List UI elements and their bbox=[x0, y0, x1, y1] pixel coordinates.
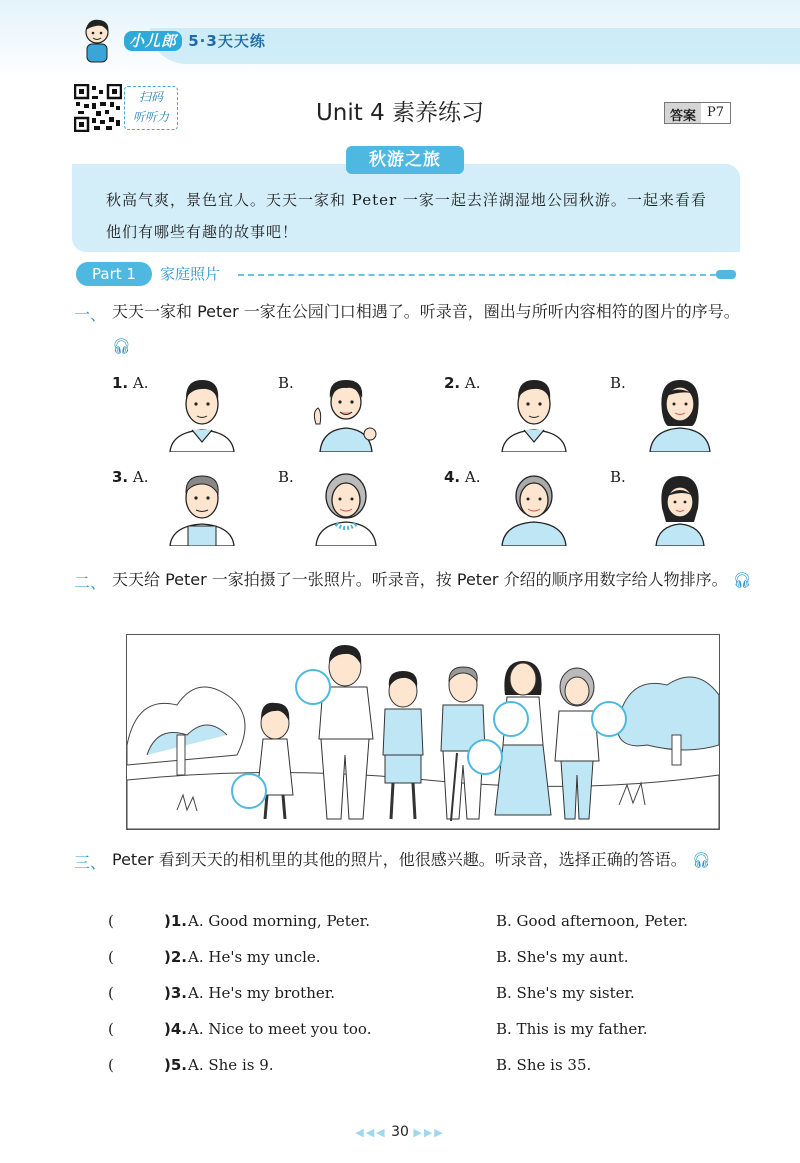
portrait-man-image[interactable] bbox=[162, 372, 242, 452]
family-photo-scene bbox=[126, 634, 720, 830]
headphones-icon[interactable]: 🎧︎ bbox=[732, 571, 752, 589]
brand-name: 小儿郎 bbox=[124, 31, 182, 51]
q1-item-3: 3. A. bbox=[112, 468, 149, 486]
arrow-right-icon: ▶▶▶ bbox=[413, 1126, 445, 1139]
q1-item-4: 4. A. bbox=[444, 468, 481, 486]
q1-item-3-b: B. bbox=[278, 468, 294, 486]
part-divider bbox=[238, 274, 726, 276]
brand-series: 5·3天天练 bbox=[188, 32, 266, 50]
q2-text: 天天给 Peter 一家拍摄了一张照片。听录音，按 Peter 介绍的顺序用数字给人物排序。 🎧︎ bbox=[112, 563, 752, 597]
mascot-icon bbox=[80, 18, 114, 64]
q2-number: 二、 bbox=[74, 573, 107, 592]
q1-text: 天天一家和 Peter 一家在公园门口相遇了。听录音，圈出与所听内容相符的图片的序号。 🎧︎ bbox=[112, 295, 752, 363]
portrait-grandmother-image[interactable] bbox=[306, 466, 386, 546]
list-item: ( )3. A. He's my brother. B. She's my sister. bbox=[108, 984, 635, 1002]
part-name: 家庭照片 bbox=[160, 265, 221, 283]
headphones-icon[interactable]: 🎧︎ bbox=[112, 337, 132, 355]
list-item: ( )2. A. He's my uncle. B. She's my aunt. bbox=[108, 948, 629, 966]
q1-item-2-b: B. bbox=[610, 374, 626, 392]
list-item: ( )1. A. Good morning, Peter. B. Good afternoon, Peter. bbox=[108, 912, 688, 930]
q1-item-1: 1. A. bbox=[112, 374, 149, 392]
q1-number: 一、 bbox=[74, 305, 107, 324]
portrait-woman-image[interactable] bbox=[640, 372, 720, 452]
q1-item-2: 2. A. bbox=[444, 374, 481, 392]
q3-text: Peter 看到天天的相机里的其他的照片，他很感兴趣。听录音，选择正确的答语。 🎧︎ bbox=[112, 843, 752, 877]
part-label: Part 1 bbox=[76, 262, 152, 286]
page-title: Unit 4 素养练习 bbox=[315, 100, 485, 126]
pencil-icon bbox=[716, 270, 736, 279]
portrait-boy-waving-image[interactable] bbox=[306, 372, 386, 452]
portrait-grandfather-image[interactable] bbox=[162, 466, 242, 546]
brand-logo bbox=[124, 30, 266, 51]
answer-page-tag: 答案 P7 bbox=[664, 102, 731, 124]
family-scene-illustration bbox=[127, 635, 719, 829]
list-item: ( )4. A. Nice to meet you too. B. This is my father. bbox=[108, 1020, 648, 1038]
headphones-icon[interactable]: 🎧︎ bbox=[691, 851, 711, 869]
portrait-girl-image[interactable] bbox=[640, 466, 720, 546]
arrow-left-icon: ◀◀◀ bbox=[355, 1126, 387, 1139]
intro-panel: 秋高气爽，景色宜人。天天一家和 Peter 一家一起去洋湖湿地公园秋游。一起来看看他们有哪些有趣的故事吧！ bbox=[72, 164, 740, 252]
intro-title: 秋游之旅 bbox=[346, 146, 464, 174]
list-item: ( )5. A. She is 9. B. She is 35. bbox=[108, 1056, 592, 1074]
scan-listen-label: 扫码 听听力 bbox=[124, 86, 178, 130]
portrait-grandmother-2-image[interactable] bbox=[494, 466, 574, 546]
q1-item-4-b: B. bbox=[610, 468, 626, 486]
q1-item-1-b: B. bbox=[278, 374, 294, 392]
q3-number: 三、 bbox=[74, 853, 107, 872]
page-number: ◀◀◀ 30 ▶▶▶ bbox=[355, 1124, 445, 1140]
portrait-man-2-image[interactable] bbox=[494, 372, 574, 452]
